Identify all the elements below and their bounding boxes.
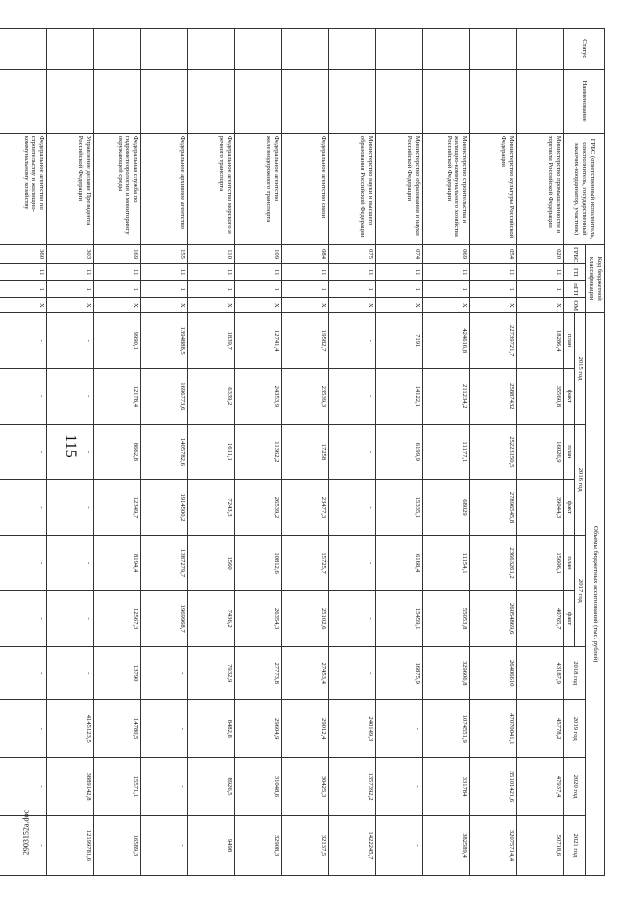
cell-value-2018: 13790 (94, 646, 141, 699)
cell-code-om: Х (329, 298, 376, 313)
cell-fact-2015: - (329, 368, 376, 424)
cell-code-om: Х (282, 298, 329, 313)
cell-value-2021: 32137,5 (282, 815, 329, 875)
cell-value-2021: 32075714,4 (470, 815, 517, 875)
page-number: 115 (62, 434, 79, 458)
cell-status (235, 29, 282, 70)
cell-value-2020: - (376, 758, 423, 816)
cell-value-2019: 29012,4 (282, 700, 329, 758)
cell-code-pgp: 1 (423, 281, 470, 298)
header-volume-group: Объемы бюджетных ассигнований (тыс. рублей) (586, 313, 605, 876)
cell-grbs-name: Министерство образования и науки Российской Федерации (376, 133, 423, 244)
cell-name (94, 69, 141, 133)
cell-fact-2016: 68029 (423, 480, 470, 536)
cell-grbs-name: Министерство промышленности и торговли Российской Федерации (517, 133, 564, 244)
cell-code-pgp: 1 (0, 281, 47, 298)
table-row (423, 29, 470, 876)
header-plan-2015: план (564, 313, 575, 369)
cell-name (141, 69, 188, 133)
cell-name (329, 69, 376, 133)
cell-fact-2017: - (0, 591, 47, 647)
cell-value-2018: 7932,9 (188, 646, 235, 699)
cell-fact-2017: 12567,3 (94, 591, 141, 647)
cell-plan-2016: 11362,2 (235, 424, 282, 480)
cell-status (94, 29, 141, 70)
cell-value-2019: - (141, 700, 188, 758)
cell-code-pgp: 1 (235, 281, 282, 298)
cell-code-om: Х (235, 298, 282, 313)
cell-plan-2015: 7191 (376, 313, 423, 369)
cell-grbs-name: Министерство науки и высшего образования Российской Федерации (329, 133, 376, 244)
cell-code-gp: 11 (188, 264, 235, 281)
cell-fact-2017: 1969968,7 (141, 591, 188, 647)
cell-status (470, 29, 517, 70)
cell-code-pgp: 1 (376, 281, 423, 298)
cell-code-om: Х (94, 298, 141, 313)
cell-code-pgp: 1 (329, 281, 376, 298)
cell-fact-2015: 1696773,6 (141, 368, 188, 424)
cell-code-gp: 11 (0, 264, 47, 281)
cell-fact-2015: - (0, 368, 47, 424)
cell-fact-2016: 15335,1 (376, 480, 423, 536)
cell-value-2019: - (376, 700, 423, 758)
cell-name (235, 69, 282, 133)
header-code-gp: ГП (564, 264, 586, 281)
cell-code-grbs: 084 (282, 244, 329, 263)
cell-value-2020: 47937,4 (517, 758, 564, 816)
cell-code-gp: 11 (517, 264, 564, 281)
cell-plan-2017: 1560 (188, 535, 235, 591)
cell-code-om: Х (423, 298, 470, 313)
header-year-2016: 2016 год (575, 424, 586, 535)
cell-value-2021: 1422245,7 (329, 815, 376, 875)
table-row (517, 29, 564, 876)
cell-code-grbs: 020 (517, 244, 564, 263)
cell-grbs-name: Министерство культуры Российской Федерации (470, 133, 517, 244)
cell-value-2018: 43187,9 (517, 646, 564, 699)
header-year-2015: 2015 год (575, 313, 586, 424)
cell-value-2019: 1074551,9 (423, 700, 470, 758)
cell-name (188, 69, 235, 133)
cell-status (517, 29, 564, 70)
cell-fact-2015: 24353,9 (235, 368, 282, 424)
header-code-group: Код бюджетной классификации (586, 244, 605, 312)
cell-fact-2016: 12349,7 (94, 480, 141, 536)
cell-code-pgp: 1 (282, 281, 329, 298)
cell-code-pgp: 1 (94, 281, 141, 298)
header-year-2017: 2017 год (575, 535, 586, 646)
cell-code-grbs: 075 (329, 244, 376, 263)
header-year-2021: 2021 год (564, 815, 586, 875)
cell-value-2020: 30425,3 (282, 758, 329, 816)
header-fact-2017: факт (564, 591, 575, 647)
cell-value-2019: 4145123,5 (47, 700, 94, 758)
cell-plan-2017: - (0, 535, 47, 591)
cell-code-grbs: 054 (470, 244, 517, 263)
footer-filename: 2903152а.doc (21, 809, 31, 856)
header-fact-2015: факт (564, 368, 575, 424)
cell-plan-2015: 9990,1 (94, 313, 141, 369)
cell-value-2021: 382589,4 (423, 815, 470, 875)
cell-value-2021: 32908,3 (235, 815, 282, 875)
cell-value-2021: - (0, 815, 47, 875)
cell-name (376, 69, 423, 133)
cell-value-2018: 16875,9 (376, 646, 423, 699)
cell-value-2018: 329606,8 (423, 646, 470, 699)
header-year-2018: 2018 год (564, 646, 586, 699)
cell-fact-2017: 15459,1 (376, 591, 423, 647)
cell-code-gp: 11 (423, 264, 470, 281)
cell-name (0, 69, 47, 133)
cell-code-grbs: 074 (376, 244, 423, 263)
cell-plan-2015: 424616,8 (423, 313, 470, 369)
table-row (470, 29, 517, 876)
cell-code-gp: 11 (376, 264, 423, 281)
cell-plan-2016: 1611,1 (188, 424, 235, 480)
cell-plan-2016: 11177,1 (423, 424, 470, 480)
cell-code-gp: 11 (282, 264, 329, 281)
cell-fact-2015: 35560,8 (517, 368, 564, 424)
cell-grbs-name: Федеральное архивное агентство (141, 133, 188, 244)
cell-value-2020: 1357392,2 (329, 758, 376, 816)
cell-fact-2015: 23539,3 (282, 368, 329, 424)
cell-value-2019: 240149,3 (329, 700, 376, 758)
table-body (0, 29, 564, 876)
cell-fact-2017: 26054869,6 (470, 591, 517, 647)
header-year-2020: 2020 год (564, 758, 586, 816)
cell-code-gp: 11 (47, 264, 94, 281)
cell-fact-2016: - (0, 480, 47, 536)
cell-fact-2017: - (47, 591, 94, 647)
cell-fact-2016: 1914500,2 (141, 480, 188, 536)
cell-plan-2015: 18286,4 (517, 313, 564, 369)
cell-value-2020: 8926,5 (188, 758, 235, 816)
cell-plan-2017: 6168,4 (376, 535, 423, 591)
cell-value-2021: 12199781,6 (47, 815, 94, 875)
cell-value-2021: 16589,3 (94, 815, 141, 875)
cell-name (470, 69, 517, 133)
cell-plan-2015: 19582,7 (282, 313, 329, 369)
cell-value-2018: - (0, 646, 47, 699)
cell-fact-2016: 23477,3 (282, 480, 329, 536)
cell-value-2020: 331784 (423, 758, 470, 816)
cell-value-2020: - (0, 758, 47, 816)
cell-value-2021: 9498 (188, 815, 235, 875)
table-row (329, 29, 376, 876)
cell-fact-2017: 40765,7 (517, 591, 564, 647)
cell-plan-2015: - (47, 313, 94, 369)
cell-value-2018: 27773,8 (235, 646, 282, 699)
cell-grbs-name: Федеральное агентство железнодорожного транспорта (235, 133, 282, 244)
cell-plan-2015: 1394888,5 (141, 313, 188, 369)
cell-code-om: Х (376, 298, 423, 313)
header-code-pgp: пГП (564, 281, 586, 298)
cell-plan-2017: 11154,1 (423, 535, 470, 591)
cell-code-pgp: 1 (517, 281, 564, 298)
cell-code-om: Х (0, 298, 47, 313)
cell-fact-2016: 39044,3 (517, 480, 564, 536)
cell-plan-2017: 23663261,2 (470, 535, 517, 591)
cell-plan-2015: 22739721,7 (470, 313, 517, 369)
cell-code-grbs: 109 (235, 244, 282, 263)
cell-plan-2017: - (47, 535, 94, 591)
cell-value-2020: 31048,6 (235, 758, 282, 816)
cell-value-2018: 27453,4 (282, 646, 329, 699)
cell-status (423, 29, 470, 70)
cell-plan-2017: 1387279,7 (141, 535, 188, 591)
cell-grbs-name: Управление делами Президента Российской Федерации (47, 133, 94, 244)
cell-fact-2016: - (329, 480, 376, 536)
header-plan-2017: план (564, 535, 575, 591)
cell-code-grbs: 069 (423, 244, 470, 263)
cell-value-2019: 45778,2 (517, 700, 564, 758)
cell-plan-2016: 17258 (282, 424, 329, 480)
cell-value-2020: 3889142,8 (47, 758, 94, 816)
cell-value-2021: - (141, 815, 188, 875)
header-status: Статус (564, 29, 605, 70)
cell-code-pgp: 1 (470, 281, 517, 298)
cell-plan-2016: 1405782,6 (141, 424, 188, 480)
cell-fact-2017: 55053,8 (423, 591, 470, 647)
cell-name (47, 69, 94, 133)
cell-status (0, 29, 47, 70)
cell-code-gp: 11 (94, 264, 141, 281)
cell-fact-2015: 12178,4 (94, 368, 141, 424)
cell-code-gp: 11 (235, 264, 282, 281)
cell-value-2018: - (329, 646, 376, 699)
cell-code-gp: 11 (329, 264, 376, 281)
table-row (188, 29, 235, 876)
cell-fact-2016: - (47, 480, 94, 536)
cell-value-2018: - (141, 646, 188, 699)
cell-plan-2016: - (0, 424, 47, 480)
table-row (376, 29, 423, 876)
cell-value-2019: 47070041,1 (470, 700, 517, 758)
header-code-grbs: ГРБС (564, 244, 586, 263)
cell-grbs-name: Федеральное агентство связи (282, 133, 329, 244)
header-code-om: ОМ (564, 298, 586, 313)
cell-name (282, 69, 329, 133)
cell-value-2021: - (376, 815, 423, 875)
cell-code-grbs: 169 (94, 244, 141, 263)
cell-value-2019: 29604,9 (235, 700, 282, 758)
cell-plan-2016: 16026,9 (517, 424, 564, 480)
cell-code-om: Х (47, 298, 94, 313)
cell-code-pgp: 1 (188, 281, 235, 298)
cell-code-om: Х (517, 298, 564, 313)
header-grbs: ГРБС (ответственный исполнитель, соисполнитель, государственный заказчик-координатор, участник) (564, 133, 605, 244)
cell-plan-2017: 15725,7 (282, 535, 329, 591)
cell-value-2019: - (0, 700, 47, 758)
cell-grbs-name: Министерство строительства и жилищно-коммунального хозяйства Российской Федерации (423, 133, 470, 244)
cell-fact-2017: 26354,3 (235, 591, 282, 647)
cell-code-grbs: 155 (141, 244, 188, 263)
table-row (94, 29, 141, 876)
cell-status (376, 29, 423, 70)
table-row (282, 29, 329, 876)
cell-plan-2015: 12741,4 (235, 313, 282, 369)
cell-status (188, 29, 235, 70)
cell-status (47, 29, 94, 70)
cell-code-gp: 11 (470, 264, 517, 281)
cell-value-2021: 50718,6 (517, 815, 564, 875)
header-plan-2016: план (564, 424, 575, 480)
cell-plan-2016: 8662,8 (94, 424, 141, 480)
cell-fact-2017: 7436,2 (188, 591, 235, 647)
cell-plan-2015: - (329, 313, 376, 369)
cell-status (282, 29, 329, 70)
cell-plan-2016: - (47, 424, 94, 480)
cell-plan-2015: - (0, 313, 47, 369)
cell-fact-2016: 27896545,8 (470, 480, 517, 536)
cell-fact-2015: 6339,2 (188, 368, 235, 424)
cell-code-pgp: 1 (141, 281, 188, 298)
cell-plan-2017: 10812,6 (235, 535, 282, 591)
cell-plan-2016: 25223150,5 (470, 424, 517, 480)
header-year-2019: 2019 год (564, 700, 586, 758)
cell-plan-2017: 15606,1 (517, 535, 564, 591)
cell-value-2019: 8482,8 (188, 700, 235, 758)
table-row (47, 29, 94, 876)
cell-fact-2016: 7243,3 (188, 480, 235, 536)
cell-code-grbs: 110 (188, 244, 235, 263)
cell-code-om: Х (470, 298, 517, 313)
cell-code-gp: 11 (141, 264, 188, 281)
cell-plan-2017: - (329, 535, 376, 591)
cell-value-2020: 35101421,6 (470, 758, 517, 816)
cell-plan-2015: 1839,7 (188, 313, 235, 369)
header-fact-2016: факт (564, 480, 575, 536)
cell-fact-2015: 14122,1 (376, 368, 423, 424)
cell-code-om: Х (141, 298, 188, 313)
cell-value-2020: - (141, 758, 188, 816)
cell-plan-2017: 8194,4 (94, 535, 141, 591)
cell-fact-2017: 25102,6 (282, 591, 329, 647)
cell-value-2018: - (47, 646, 94, 699)
table-row (141, 29, 188, 876)
budget-table (0, 28, 605, 876)
cell-value-2020: 15571,1 (94, 758, 141, 816)
cell-grbs-name: Федеральная служба по гидрометеорологии и мониторингу окружающей среды (94, 133, 141, 244)
cell-grbs-name: Федеральное агентство по строительству и жилищно-коммунальному хозяйству (0, 133, 47, 244)
cell-fact-2015: - (47, 368, 94, 424)
cell-code-grbs: 303 (47, 244, 94, 263)
cell-code-om: Х (188, 298, 235, 313)
cell-plan-2016: - (329, 424, 376, 480)
cell-code-grbs: 360 (0, 244, 47, 263)
cell-fact-2017: - (329, 591, 376, 647)
cell-status (141, 29, 188, 70)
table-row (0, 29, 47, 876)
cell-status (329, 29, 376, 70)
header-name: Наименование (564, 69, 605, 133)
cell-name (517, 69, 564, 133)
cell-fact-2015: 25887432 (470, 368, 517, 424)
cell-plan-2016: 6199,9 (376, 424, 423, 480)
cell-fact-2016: 26539,2 (235, 480, 282, 536)
table-row (235, 29, 282, 876)
cell-name (423, 69, 470, 133)
cell-fact-2015: 211234,2 (423, 368, 470, 424)
cell-code-pgp: 1 (47, 281, 94, 298)
cell-value-2018: 26406610 (470, 646, 517, 699)
cell-grbs-name: Федеральное агентство морского и речного транспорта (188, 133, 235, 244)
cell-value-2019: 14780,5 (94, 700, 141, 758)
